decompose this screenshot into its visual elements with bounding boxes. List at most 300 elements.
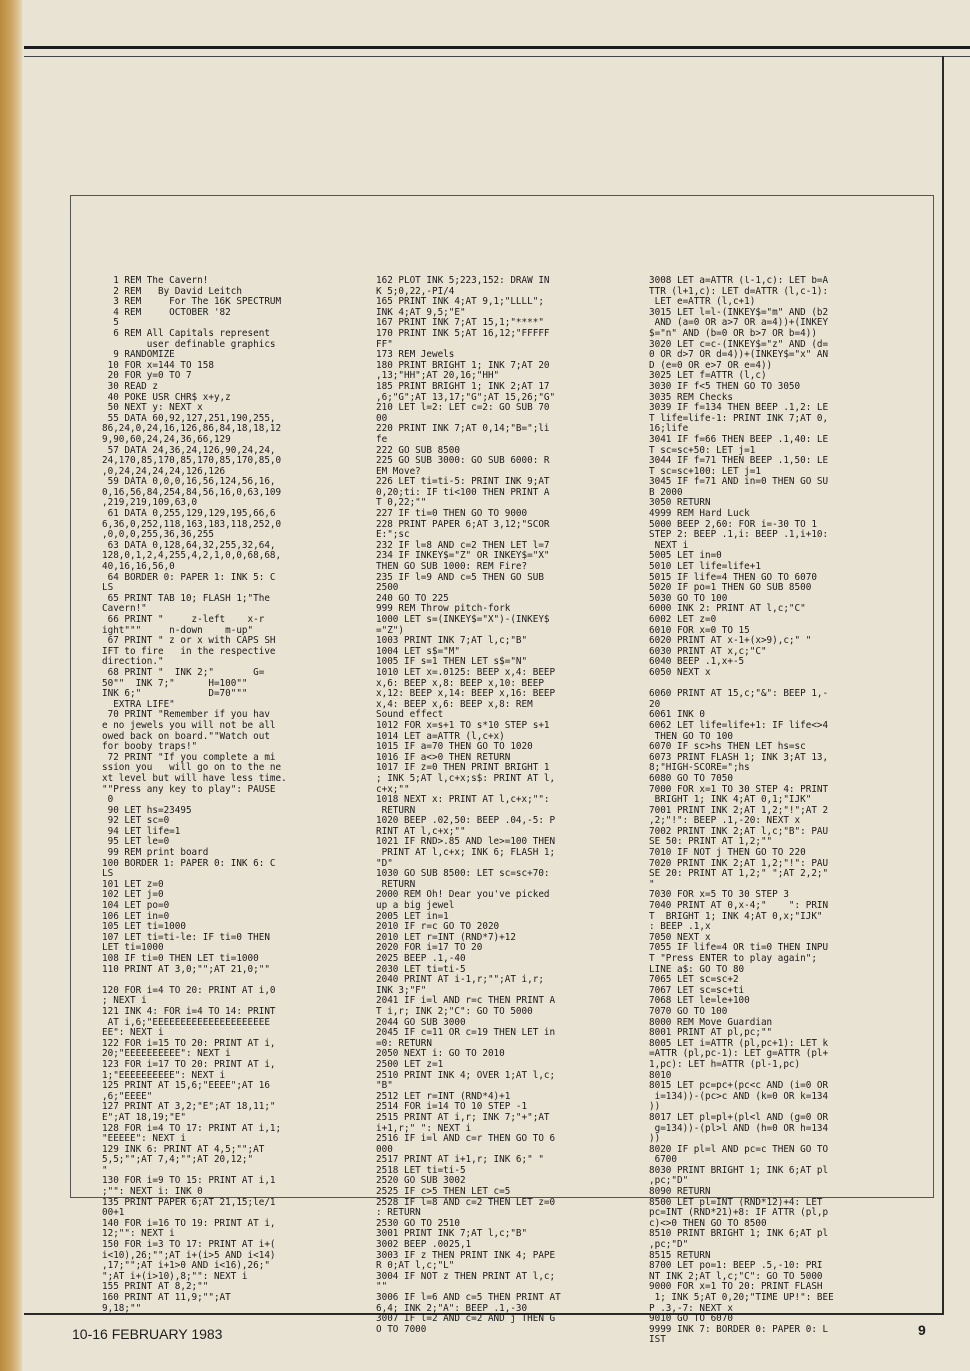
code-line: "B" bbox=[376, 1080, 393, 1092]
code-line: 1;"EEEEEEEEEE": NEXT i bbox=[102, 1069, 226, 1081]
code-line: 1010 LET x=.0125: BEEP x,4: BEEP bbox=[376, 666, 556, 678]
code-line: ssion you will go on to the ne bbox=[102, 762, 282, 774]
code-line: 3041 IF f=66 THEN BEEP .1,40: LE bbox=[649, 433, 829, 445]
page-spine bbox=[0, 0, 22, 1371]
code-line: 240 GO TO 225 bbox=[376, 592, 449, 604]
code-line: 106 LET in=0 bbox=[102, 910, 170, 922]
code-line: LS bbox=[102, 868, 114, 880]
code-line: 2 REM By David Leitch bbox=[102, 285, 242, 297]
code-line: 95 LET le=0 bbox=[102, 836, 170, 848]
code-line: 63 DATA 0,128,64,32,255,32,64, bbox=[102, 539, 276, 551]
code-line: 105 LET ti=1000 bbox=[102, 921, 186, 933]
code-line: 68 PRINT " INK 2;" G= bbox=[102, 666, 265, 678]
code-line: 6062 LET life=life+1: IF life<>4 bbox=[649, 719, 829, 731]
code-line: 2500 LET z=1 bbox=[376, 1058, 444, 1070]
code-line: 6061 INK 0 bbox=[649, 709, 705, 721]
code-line: 55 DATA 60,92,127,251,190,255, bbox=[102, 412, 276, 424]
code-line: ,219,219,109,63,0 bbox=[102, 497, 198, 509]
code-line: 3006 IF l=6 AND c=5 THEN PRINT AT bbox=[376, 1292, 561, 1303]
code-line: 12;"": NEXT i bbox=[102, 1228, 175, 1240]
code-line: 7040 PRINT AT 0,x-4;" ": PRIN bbox=[649, 900, 829, 912]
code-line: x,4: BEEP x,6: BEEP x,8: REM bbox=[376, 698, 533, 710]
code-line: 00+1 bbox=[102, 1207, 125, 1219]
code-line: 235 IF l=9 AND c=5 THEN GO SUB bbox=[376, 571, 544, 583]
code-line: D (e=0 OR e>7 OR e=4)) bbox=[649, 359, 773, 371]
code-line: 10 FOR x=144 TO 158 bbox=[102, 359, 214, 371]
code-line: 8700 LET po=1: BEEP .5,-10: PRI bbox=[649, 1260, 823, 1272]
code-line: )) bbox=[649, 1101, 661, 1113]
code-line: 228 PRINT PAPER 6;AT 3,12;"SCOR bbox=[376, 518, 550, 530]
code-line: 50"" INK 7;" H=100"" bbox=[102, 677, 248, 689]
code-line: FF" bbox=[376, 338, 393, 350]
code-line: AND (a=0 OR a>7 OR a=4))+(INKEY bbox=[649, 317, 829, 329]
code-line: 2525 IF c>5 THEN LET c=5 bbox=[376, 1186, 511, 1198]
code-line: 61 DATA 0,255,129,129,195,66,6 bbox=[102, 508, 276, 520]
code-line: $="n" AND (b=0 OR b>7 OR b=4)) bbox=[649, 327, 817, 339]
code-line: : RETURN bbox=[376, 1207, 421, 1219]
code-line: 30 READ z bbox=[102, 380, 158, 392]
code-line: 7065 LET sc=sc+2 bbox=[649, 974, 739, 986]
code-line: 128,0,1,2,4,255,4,2,1,0,0,68,68, bbox=[102, 550, 282, 562]
code-line: 0 OR d>7 OR d=4))+(INKEY$="x" AN bbox=[649, 349, 829, 361]
code-line: 6080 GO TO 7050 bbox=[649, 772, 733, 784]
code-line: 2517 PRINT AT i+1,r; INK 6;" " bbox=[376, 1154, 544, 1166]
code-line: up a big jewel bbox=[376, 900, 455, 912]
code-line: LET ti=1000 bbox=[102, 942, 164, 954]
code-line: 8030 PRINT BRIGHT 1; INK 6;AT pl bbox=[649, 1164, 829, 1176]
code-line: T "Press ENTER to play again"; bbox=[649, 953, 817, 964]
code-line: 8090 RETURN bbox=[649, 1186, 711, 1198]
code-line: 7070 GO TO 100 bbox=[649, 1005, 728, 1017]
code-line: 2010 LET r=INT (RND*7)+12 bbox=[376, 931, 516, 943]
code-line: 2050 NEXT i: GO TO 2010 bbox=[376, 1048, 505, 1060]
code-line: 3002 BEEP .0025,1 bbox=[376, 1239, 472, 1251]
code-line: 2520 GO SUB 3002 bbox=[376, 1175, 466, 1187]
code-line: x,12: BEEP x,14: BEEP x,16: BEEP bbox=[376, 688, 556, 700]
code-line: 3035 REM Checks bbox=[649, 391, 733, 403]
code-line: 7020 PRINT INK 2;AT 1,2;"!": PAU bbox=[649, 857, 829, 869]
listing-column-1 bbox=[102, 276, 387, 1314]
code-line: T sc=sc+50: LET j=1 bbox=[649, 444, 756, 456]
code-line: LS bbox=[102, 582, 114, 594]
code-line: E";AT 18,19;"E" bbox=[102, 1111, 186, 1123]
code-line: 94 LET life=1 bbox=[102, 825, 181, 837]
page-number: 9 bbox=[918, 1322, 926, 1338]
code-line: 1005 IF s=1 THEN LET s$="N" bbox=[376, 656, 528, 668]
code-line: 66 PRINT " z-left x-r bbox=[102, 614, 265, 625]
code-line: ;"": NEXT i: INK 0 bbox=[102, 1186, 203, 1198]
code-line: SE 50: PRINT AT 1,2;"" bbox=[649, 836, 773, 848]
code-line: 59 DATA 0,0,0,16,56,124,56,16, bbox=[102, 476, 276, 488]
code-line: 167 PRINT INK 7;AT 15,1;"****" bbox=[376, 317, 544, 329]
code-line: 165 PRINT INK 4;AT 9,1;"LLLL"; bbox=[376, 296, 544, 308]
code-line: Cavern!" bbox=[102, 603, 147, 615]
code-line: 2020 FOR i=17 TO 20 bbox=[376, 942, 483, 954]
code-line: NEXT i bbox=[649, 539, 689, 551]
code-line: ,0,24,24,24,24,126,126 bbox=[102, 465, 226, 477]
code-line: 227 IF ti=0 THEN GO TO 9000 bbox=[376, 508, 528, 520]
code-line: 5005 LET in=0 bbox=[649, 550, 722, 562]
code-line: 9 RANDOMIZE bbox=[102, 349, 175, 361]
code-line: ,0,0,0,255,36,36,255 bbox=[102, 529, 214, 541]
code-line: 3008 LET a=ATTR (l-1,c): LET b=A bbox=[649, 276, 829, 286]
code-line: 7030 FOR x=5 TO 30 STEP 3 bbox=[649, 889, 789, 901]
code-line: i+1,r;" ": NEXT i bbox=[376, 1122, 472, 1134]
code-line: 7055 IF life=4 OR ti=0 THEN INPU bbox=[649, 942, 829, 954]
listing-column-2 bbox=[376, 276, 661, 1335]
code-line: 3020 LET c=c-(INKEY$="z" AND (d= bbox=[649, 338, 829, 350]
code-line: 99 REM print board bbox=[102, 847, 209, 859]
code-line: 5030 GO TO 100 bbox=[649, 592, 728, 604]
code-line: xt level but will have less time. bbox=[102, 772, 287, 784]
code-line: 6050 NEXT x bbox=[649, 666, 711, 678]
code-line: 5000 BEEP 2,60: FOR i=-30 TO 1 bbox=[649, 518, 817, 530]
code-line: 8500 LET pl=INT (RND*12)+4: LET bbox=[649, 1196, 823, 1208]
code-line: 70 PRINT "Remember if you hav bbox=[102, 709, 270, 721]
code-line: 2510 PRINT INK 4; OVER 1;AT l,c; bbox=[376, 1069, 556, 1081]
code-line: 16;life bbox=[649, 423, 689, 435]
code-line: " bbox=[649, 878, 655, 890]
code-line: 125 PRINT AT 15,6;"EEEE";AT 16 bbox=[102, 1080, 270, 1092]
code-line: 150 FOR i=3 TO 17: PRINT AT i+( bbox=[102, 1239, 276, 1251]
code-line: 127 PRINT AT 3,2;"E";AT 18,11;" bbox=[102, 1101, 276, 1113]
code-line: 5,5;"";AT 7,4;"";AT 20,12;" bbox=[102, 1154, 254, 1166]
code-line: 00 bbox=[376, 412, 388, 424]
code-line: 2045 IF c=11 OR c=19 THEN LET in bbox=[376, 1027, 556, 1039]
code-line: 108 IF ti=0 THEN LET ti=1000 bbox=[102, 953, 259, 964]
code-line: 128 FOR i=4 TO 17: PRINT AT i,1; bbox=[102, 1122, 282, 1134]
code-line: 7067 LET sc=sc+ti bbox=[649, 984, 745, 996]
listing-column-3 bbox=[649, 276, 934, 1346]
code-line: 173 REM Jewels bbox=[376, 349, 455, 361]
code-line: c)<>0 THEN GO TO 8500 bbox=[649, 1217, 767, 1229]
code-line: 1000 LET s=(INKEY$="X")-(INKEY$ bbox=[376, 614, 550, 625]
code-line: 6010 FOR x=0 TO 15 bbox=[649, 624, 750, 636]
code-line: 4999 REM Hard Luck bbox=[649, 508, 750, 520]
code-line: 1003 PRINT INK 7;AT l,c;"B" bbox=[376, 635, 528, 647]
code-line: 72 PRINT "If you complete a mi bbox=[102, 751, 276, 763]
code-line: 3 REM For The 16K SPECTRUM bbox=[102, 296, 282, 308]
code-line: T sc=sc+100: LET j=1 bbox=[649, 465, 761, 477]
code-line: 162 PLOT INK 5;223,152: DRAW IN bbox=[376, 276, 550, 286]
code-line: AT i,6;"EEEEEEEEEEEEEEEEEEEEE bbox=[102, 1016, 270, 1028]
code-line: 0,16,56,84,254,84,56,16,0,63,109 bbox=[102, 486, 282, 498]
code-line: 9,90,60,24,24,36,66,129 bbox=[102, 433, 231, 445]
code-line: ight""" n-down m-up" bbox=[102, 624, 254, 636]
code-line: NT INK 2;AT l,c;"C": GO TO 5000 bbox=[649, 1270, 823, 1282]
code-line: 8510 PRINT BRIGHT 1; INK 6;AT pl bbox=[649, 1228, 829, 1240]
code-line: 86,24,0,24,16,126,86,84,18,18,12 bbox=[102, 423, 282, 435]
code-line: 2025 BEEP .1,-40 bbox=[376, 953, 466, 964]
code-line: R 0;AT l,c;"L" bbox=[376, 1260, 455, 1272]
code-line: 3030 IF f<5 THEN GO TO 3050 bbox=[649, 380, 801, 392]
code-line: RETURN bbox=[376, 878, 416, 890]
code-line: 8010 bbox=[649, 1069, 672, 1081]
code-line: TTR (l+1,c): LET d=ATTR (l,c-1): bbox=[649, 285, 829, 297]
code-line: 9000 FOR x=1 TO 20: PRINT FLASH bbox=[649, 1281, 823, 1293]
code-line: ";AT i+(i>10),8;"": NEXT i bbox=[102, 1270, 248, 1282]
code-line: 1 REM The Cavern! bbox=[102, 276, 209, 286]
code-line: 1004 LET s$="M" bbox=[376, 645, 460, 657]
code-line: 225 GO SUB 3000: GO SUB 6000: R bbox=[376, 455, 550, 467]
code-line: 1016 IF a<>0 THEN RETURN bbox=[376, 751, 511, 763]
code-line: 0 bbox=[102, 794, 114, 806]
code-line: 2518 LET ti=ti-5 bbox=[376, 1164, 466, 1176]
code-line: 24,170,85,170,85,170,85,170,85,0 bbox=[102, 455, 282, 467]
code-line: 3050 RETURN bbox=[649, 497, 711, 509]
code-line: EXTRA LIFE" bbox=[102, 698, 175, 710]
code-line: 2530 GO TO 2510 bbox=[376, 1217, 460, 1229]
code-line: PRINT AT l,c+x; INK 6; FLASH 1; bbox=[376, 847, 556, 859]
code-line: 160 PRINT AT 11,9;"";AT bbox=[102, 1292, 231, 1303]
code-line: 232 IF l=8 AND c=2 THEN LET l=7 bbox=[376, 539, 550, 551]
code-line: c+x;"" bbox=[376, 783, 410, 795]
code-line: 1030 GO SUB 8500: LET sc=sc+70: bbox=[376, 868, 550, 880]
code-line: 5015 IF life=4 THEN GO TO 6070 bbox=[649, 571, 817, 583]
code-line: EE": NEXT i bbox=[102, 1027, 164, 1039]
code-line: ; NEXT i bbox=[102, 995, 147, 1007]
code-line: 7002 PRINT INK 2;AT l,c;"B": PAU bbox=[649, 825, 829, 837]
code-line: e no jewels you will not be all bbox=[102, 719, 276, 731]
code-line: 000 bbox=[376, 1143, 393, 1155]
top-rule bbox=[24, 46, 970, 49]
code-line: 40 POKE USR CHR$ x+y,z bbox=[102, 391, 231, 403]
code-line: ,pc;"D" bbox=[649, 1175, 689, 1187]
code-line: 8015 LET pc=pc+(pc<c AND (i=0 OR bbox=[649, 1080, 829, 1092]
code-line: 67 PRINT " z or x with CAPS SH bbox=[102, 635, 276, 647]
code-line: BRIGHT 1; INK 4;AT 0,1;"IJK" bbox=[649, 794, 812, 806]
code-line: 65 PRINT TAB 10; FLASH 1;"The bbox=[102, 592, 270, 604]
code-line: 101 LET z=0 bbox=[102, 878, 164, 890]
code-line: 1020 BEEP .02,50: BEEP .04,-5: P bbox=[376, 815, 556, 827]
code-line: " bbox=[102, 1164, 108, 1176]
code-line: 2515 PRINT AT i,r; INK 7;"+";AT bbox=[376, 1111, 550, 1123]
code-line: 129 INK 6: PRINT AT 4,5;"";AT bbox=[102, 1143, 265, 1155]
code-line: 2500 bbox=[376, 582, 399, 594]
code-line: 8005 LET i=ATTR (pl,pc+1): LET k bbox=[649, 1037, 829, 1049]
code-line: 92 LET sc=0 bbox=[102, 815, 170, 827]
code-line: 8017 LET pl=pl+(pl<l AND (g=0 OR bbox=[649, 1111, 829, 1123]
code-line: THEN GO SUB 1000: REM Fire? bbox=[376, 561, 528, 573]
code-line: K 5;0,22,-PI/4 bbox=[376, 285, 455, 297]
code-line: "D" bbox=[376, 857, 393, 869]
code-line: STEP 2: BEEP .1,i: BEEP .1,i+10: bbox=[649, 529, 829, 541]
code-line: 40,16,16,56,0 bbox=[102, 561, 175, 573]
code-line: 210 LET l=2: LET c=2: GO SUB 70 bbox=[376, 402, 550, 414]
code-line: 140 FOR i=16 TO 19: PRINT AT i, bbox=[102, 1217, 276, 1229]
code-line: 1012 FOR x=s+1 TO s*10 STEP s+1 bbox=[376, 719, 550, 731]
code-line: 7001 PRINT INK 2;AT 1,2;"!";AT 2 bbox=[649, 804, 829, 816]
code-line: 170 PRINT INK 5;AT 16,12;"FFFFF bbox=[376, 327, 550, 339]
code-line: ,6;"EEEE" bbox=[102, 1090, 153, 1102]
code-line: 2000 REM Oh! Dear you've picked bbox=[376, 889, 550, 901]
code-line: T i,r; INK 2;"C": GO TO 5000 bbox=[376, 1005, 533, 1017]
code-line: 4 REM OCTOBER '82 bbox=[102, 306, 231, 318]
code-line: ,13;"HH";AT 20,16;"HH" bbox=[376, 370, 500, 382]
code-line: 3003 IF z THEN PRINT INK 4; PAPE bbox=[376, 1249, 556, 1261]
code-line: 3007 IF l=2 AND c=2 AND j THEN G bbox=[376, 1313, 556, 1325]
code-line: 6030 PRINT AT x,c;"C" bbox=[649, 645, 767, 657]
code-line: EM Move? bbox=[376, 465, 421, 477]
issue-date: 10-16 FEBRUARY 1983 bbox=[72, 1326, 223, 1342]
code-line: 7068 LET le=le+100 bbox=[649, 995, 750, 1007]
code-line: ,17;"";AT i+1>0 AND i<16),26;" bbox=[102, 1260, 270, 1272]
code-line: O TO 7000 bbox=[376, 1323, 427, 1335]
code-line: RINT AT l,c+x;"" bbox=[376, 825, 466, 837]
code-line: INK 6;" D=70""" bbox=[102, 688, 248, 700]
code-line: 8020 IF pl=l AND pc=c THEN GO TO bbox=[649, 1143, 829, 1155]
code-line: 1,pc): LET h=ATTR (pl-1,pc) bbox=[649, 1058, 801, 1070]
code-line: 3044 IF f=71 THEN BEEP .1,50: LE bbox=[649, 455, 829, 467]
code-line: 2030 LET ti=ti-5 bbox=[376, 963, 466, 975]
code-line: B 2000 bbox=[649, 486, 683, 498]
code-line: 8515 RETURN bbox=[649, 1249, 711, 1261]
code-line: x,6: BEEP x,8: BEEP x,10: BEEP bbox=[376, 677, 544, 689]
code-line: 9,18;"" bbox=[102, 1302, 142, 1314]
code-line: SE 20: PRINT AT 1,2;" ";AT 2,2;" bbox=[649, 868, 829, 880]
code-line: ,2;"!": BEEP .1,-20: NEXT x bbox=[649, 815, 801, 827]
code-line: )) bbox=[649, 1133, 661, 1145]
code-line: 104 LET po=0 bbox=[102, 900, 170, 912]
code-line: 2005 LET in=1 bbox=[376, 910, 449, 922]
code-line: T 0,22;"" bbox=[376, 497, 427, 509]
code-line: 185 PRINT BRIGHT 1; INK 2;AT 17 bbox=[376, 380, 550, 392]
code-line: 6040 BEEP .1,x+-5 bbox=[649, 656, 745, 668]
code-line: 2010 IF r=c GO TO 2020 bbox=[376, 921, 500, 933]
code-line: direction." bbox=[102, 656, 164, 668]
code-line: Sound effect bbox=[376, 709, 444, 721]
code-line: 90 LET hs=23495 bbox=[102, 804, 192, 816]
code-line: 8000 REM Move Guardian bbox=[649, 1016, 773, 1028]
code-line: IST bbox=[649, 1334, 666, 1346]
code-line: i<10),26;"";AT i+(i>5 AND i<14) bbox=[102, 1249, 276, 1261]
code-line: 7000 FOR x=1 TO 30 STEP 4: PRINT bbox=[649, 783, 829, 795]
code-line: 1017 IF z=0 THEN PRINT BRIGHT 1 bbox=[376, 762, 550, 774]
code-line: 9999 INK 7: BORDER 0: PAPER 0: L bbox=[649, 1323, 829, 1335]
code-line: "EEEEE": NEXT i bbox=[102, 1133, 186, 1145]
code-line: 155 PRINT AT 8,2;"" bbox=[102, 1281, 209, 1293]
code-line: 8001 PRINT AT pl,pc;"" bbox=[649, 1027, 773, 1039]
code-line: 8;"HIGH-SCORE=";hs bbox=[649, 762, 750, 774]
code-line: 2512 LET r=INT (RND*4)+1 bbox=[376, 1090, 511, 1102]
code-line: 20 FOR y=0 TO 7 bbox=[102, 370, 192, 382]
code-line: 5010 LET life=life+1 bbox=[649, 561, 761, 573]
code-line: 226 LET ti=ti-5: PRINT INK 9;AT bbox=[376, 476, 550, 488]
code-line: 110 PRINT AT 3,0;"";AT 21,0;"" bbox=[102, 963, 270, 975]
code-line: ="Z") bbox=[376, 624, 404, 636]
code-line: 220 PRINT INK 7;AT 0,14;"B=";li bbox=[376, 423, 550, 435]
code-line: 6,36,0,252,118,163,183,118,252,0 bbox=[102, 518, 282, 530]
code-line: 234 IF INKEY$="Z" OR INKEY$="X" bbox=[376, 550, 550, 562]
code-line: 6000 INK 2: PRINT AT l,c;"C" bbox=[649, 603, 806, 615]
code-line: 9010 GO TO 6070 bbox=[649, 1313, 733, 1325]
code-line: 3015 LET l=l-(INKEY$="m" AND (b2 bbox=[649, 306, 829, 318]
code-line: 5 bbox=[102, 317, 119, 329]
code-line: 2528 IF l=8 AND c=2 THEN LET z=0 bbox=[376, 1196, 556, 1208]
code-line: T life=life-1: PRINT INK 7;AT 0, bbox=[649, 412, 829, 424]
code-line: 6,4; INK 2;"A": BEEP .1,-30 bbox=[376, 1302, 528, 1314]
code-line: 120 FOR i=4 TO 20: PRINT AT i,0 bbox=[102, 984, 276, 996]
code-line: owed back on board.""Watch out bbox=[102, 730, 270, 742]
code-line: 135 PRINT PAPER 6;AT 21,15;le/1 bbox=[102, 1196, 276, 1208]
code-line: 107 LET ti=ti-le: IF ti=0 THEN bbox=[102, 931, 270, 943]
code-line: 6073 PRINT FLASH 1; INK 3;AT 13, bbox=[649, 751, 829, 763]
top-rule-thin bbox=[24, 56, 970, 57]
code-line: g=134))-(pl>l AND (h=0 OR h=134 bbox=[649, 1122, 829, 1134]
code-line: 130 FOR i=9 TO 15: PRINT AT i,1 bbox=[102, 1175, 276, 1187]
code-line: P .3,-7: NEXT x bbox=[649, 1302, 733, 1314]
code-line: 2041 IF i=l AND r=c THEN PRINT A bbox=[376, 995, 556, 1007]
code-line: =ATTR (pl,pc-1): LET g=ATTR (pl+ bbox=[649, 1048, 829, 1060]
code-line: 6700 bbox=[649, 1154, 677, 1166]
code-line: 3045 IF f=71 AND in=0 THEN GO SU bbox=[649, 476, 829, 488]
code-line: pc=INT (RND*21)+8: IF ATTR (pl,p bbox=[649, 1207, 829, 1219]
code-line: 180 PRINT BRIGHT 1; INK 7;AT 20 bbox=[376, 359, 550, 371]
code-line: 2044 GO SUB 3000 bbox=[376, 1016, 466, 1028]
code-line: 6020 PRINT AT x-1+(x>9),c;" " bbox=[649, 635, 812, 647]
code-line: "" bbox=[376, 1281, 388, 1293]
code-line: 102 LET j=0 bbox=[102, 889, 164, 901]
code-line: 20;"EEEEEEEEEE": NEXT i bbox=[102, 1048, 231, 1060]
code-line: 5020 IF po=1 THEN GO SUB 8500 bbox=[649, 582, 812, 594]
code-line: 3039 IF f=134 THEN BEEP .1,2: LE bbox=[649, 402, 829, 414]
code-line: 7010 IF NOT j THEN GO TO 220 bbox=[649, 847, 806, 859]
code-line: ,6;"G";AT 13,17;"G";AT 15,26;"G" bbox=[376, 391, 556, 403]
code-line: 2514 FOR i=14 TO 10 STEP -1 bbox=[376, 1101, 528, 1113]
code-line: 3001 PRINT INK 7;AT l,c;"B" bbox=[376, 1228, 528, 1240]
code-line: 999 REM Throw pitch-fork bbox=[376, 603, 511, 615]
code-line: 0,20;ti: IF ti<100 THEN PRINT A bbox=[376, 486, 550, 498]
code-line: 1018 NEXT x: PRINT AT l,c+x;"": bbox=[376, 794, 550, 806]
code-line: 123 FOR i=17 TO 20: PRINT AT i, bbox=[102, 1058, 276, 1070]
code-line: 3004 IF NOT z THEN PRINT AT l,c; bbox=[376, 1270, 556, 1282]
code-line: 100 BORDER 1: PAPER 0: INK 6: C bbox=[102, 857, 276, 869]
code-line: 222 GO SUB 8500 bbox=[376, 444, 460, 456]
right-rule bbox=[942, 56, 944, 1314]
code-line: 6070 IF sc>hs THEN LET hs=sc bbox=[649, 741, 806, 753]
code-line: 7050 NEXT x bbox=[649, 931, 711, 943]
code-line: T BRIGHT 1; INK 4;AT 0,x;"IJK" bbox=[649, 910, 823, 922]
code-line: =0: RETURN bbox=[376, 1037, 432, 1049]
code-line: E:";sc bbox=[376, 529, 410, 541]
code-line: 1014 LET a=ATTR (l,c+x) bbox=[376, 730, 505, 742]
code-line: 20 bbox=[649, 698, 661, 710]
code-line: 57 DATA 24,36,24,126,90,24,24, bbox=[102, 444, 276, 456]
code-line: 122 FOR i=15 TO 20: PRINT AT i, bbox=[102, 1037, 276, 1049]
code-line: 50 NEXT y: NEXT x bbox=[102, 402, 203, 414]
code-line: INK 4;AT 9,5;"E" bbox=[376, 306, 466, 318]
code-line: for booby traps!" bbox=[102, 741, 198, 753]
code-line: IFT to fire in the respective bbox=[102, 645, 276, 657]
code-line: i=134))-(pc>c AND (k=0 OR k=134 bbox=[649, 1090, 829, 1102]
code-line: 64 BORDER 0: PAPER 1: INK 5: C bbox=[102, 571, 276, 583]
code-line: 1015 IF a=70 THEN GO TO 1020 bbox=[376, 741, 533, 753]
code-line: 1021 IF RND>.85 AND le>=100 THEN bbox=[376, 836, 556, 848]
code-line: INK 3;"F" bbox=[376, 984, 427, 996]
code-line: ,pc;"D" bbox=[649, 1239, 689, 1251]
code-line: 3025 LET f=ATTR (l,c) bbox=[649, 370, 767, 382]
code-line: 1; INK 5;AT 0,20;"TIME UP!": BEE bbox=[649, 1292, 834, 1303]
code-line: user definable graphics bbox=[102, 338, 276, 350]
code-line: 121 INK 4: FOR i=4 TO 14: PRINT bbox=[102, 1005, 276, 1017]
code-line: 6060 PRINT AT 15,c;"&": BEEP 1,- bbox=[649, 688, 829, 700]
code-line: 2040 PRINT AT i-1,r;"";AT i,r; bbox=[376, 974, 544, 986]
code-line: 2516 IF i=l AND c=r THEN GO TO 6 bbox=[376, 1133, 556, 1145]
code-line: : BEEP .1,x bbox=[649, 921, 711, 933]
code-line: THEN GO TO 100 bbox=[649, 730, 733, 742]
code-line: fe bbox=[376, 433, 388, 445]
code-line: ; INK 5;AT l,c+x;s$: PRINT AT l, bbox=[376, 772, 556, 784]
